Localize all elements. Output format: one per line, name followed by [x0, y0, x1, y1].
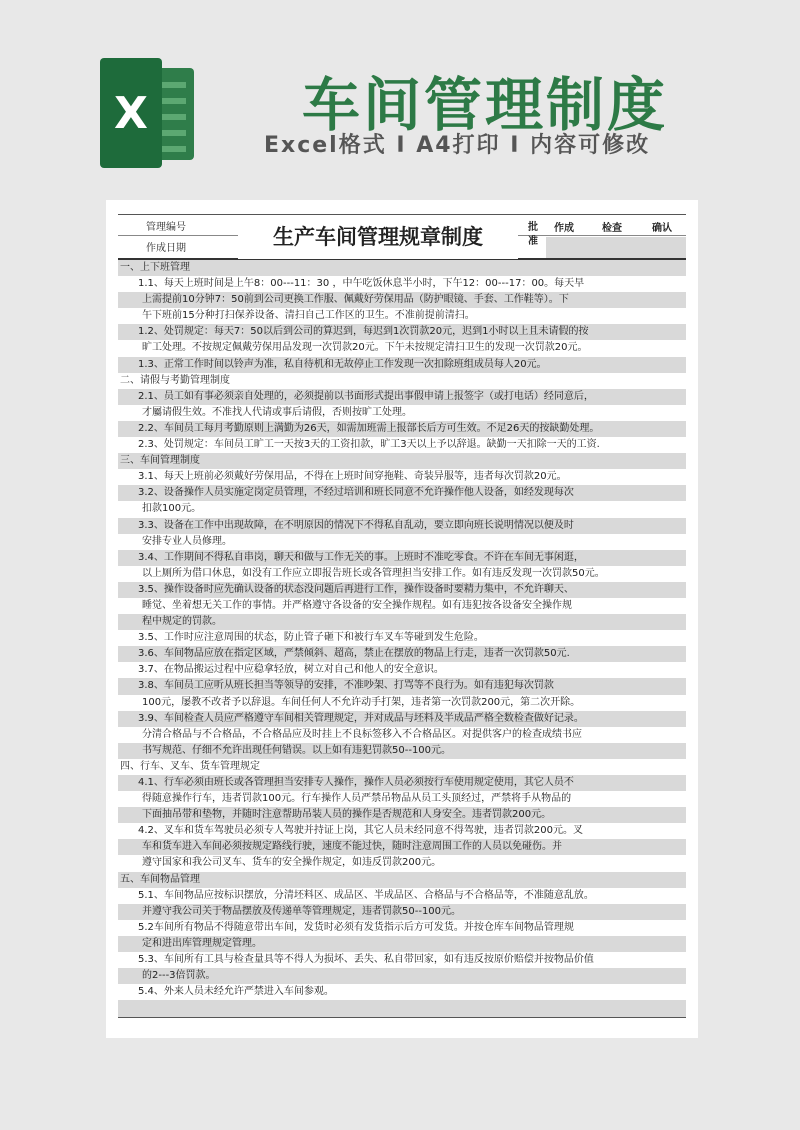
- rule-line: 并遵守我公司关于物品摆放及传递单等管理规定，违者罚款50--100元。: [118, 904, 686, 920]
- document-title: 生产车间管理规章制度: [238, 217, 518, 259]
- label-approve: 批准: [528, 222, 538, 247]
- rule-line: 3.7、在物品搬运过程中应稳拿轻放，树立对自己和他人的安全意识。: [138, 664, 444, 676]
- rule-line: 才屬请假生效。不准找人代请或事后请假，否则按旷工处理。: [142, 406, 412, 418]
- rule-line: 睡觉、坐着想无关工作的事情。并严格遵守各设备的安全操作规程。如有违犯按各设备安全操作规: [142, 599, 572, 611]
- document: [118, 214, 686, 1018]
- banner-title: 车间管理制度: [302, 71, 669, 139]
- label-management-no: 管理编号: [146, 222, 186, 233]
- rule-line: 上需提前10分钟7：50前到公司更换工作服、佩戴好劳保用品（防护眼镜、手套、工作鞋等）。下: [118, 292, 686, 308]
- rule-line: 5.3、车间所有工具与检查量具等不得人为损坏、丢失、私自带回家，如有违反按原价赔偿并按物品价值: [138, 954, 594, 966]
- rule-line: 1.1、每天上班时间是上午8：00---11：30 ，中午吃饭休息半小时，下午12：00---17：00。每天早: [138, 278, 585, 290]
- rule-line: 3.6、车间物品应放在指定区域，严禁倾斜、超高，禁止在摆放的物品上行走，违者一次罚款50元.: [118, 646, 686, 662]
- rule-line: 3.8、车间员工应听从班长担当等领导的安排，不准吵架、打骂等不良行为。如有违犯每次罚款: [118, 678, 686, 694]
- rule-line: 2.3、处罚规定：车间员工旷工一天按3天的工资扣款，旷工3天以上予以辞退。缺勤一天扣除一天的工资.: [138, 439, 600, 451]
- rule-line: 书写规范、仔细不允许出现任何错误。以上如有违犯罚款50--100元。: [118, 743, 686, 759]
- document-header: [118, 214, 686, 260]
- rule-line: 3.4、工作期间不得私自串岗，聊天和做与工作无关的事。上班时不准吃零食。不许在车间无事闲逛，: [118, 550, 686, 566]
- banner-subtitle: Excel格式 Ι A4打印 Ι 内容可修改: [264, 133, 651, 158]
- rule-line: 扣款100元。: [142, 503, 202, 515]
- excel-logo-icon: [100, 58, 194, 168]
- rule-line: 3.5、操作设备时应先确认设备的状态没问题后再进行工作，操作设备时要精力集中，不允许聊天、: [118, 582, 686, 598]
- rule-line: 分清合格品与不合格品，不合格品应及时挂上不良标签移入不合格品区。对提供客户的检查成绩书应: [142, 728, 582, 740]
- section-heading: 四、行车、叉车、货车管理规定: [120, 760, 260, 772]
- rule-line: 5.4、外来人员未经允许严禁进入车间参观。: [138, 986, 334, 998]
- rule-line: 的2---3倍罚款。: [118, 968, 686, 984]
- document-footer-row: [118, 1000, 686, 1018]
- rule-line: 程中规定的罚款。: [118, 614, 686, 630]
- rule-line: 旷工处理。不按规定佩戴劳保用品发现一次罚款20元。下午未按规定清扫卫生的发现一次罚款20元。: [142, 342, 588, 354]
- rule-line: 1.2、处罚规定：每天7：50以后到公司的算迟到，每迟到1次罚款20元，迟到1小时以上且未请假的按: [118, 324, 686, 340]
- section-heading: 二、请假与考勤管理制度: [120, 374, 230, 386]
- rule-line: 车和货车进入车间必须按规定路线行驶，速度不能过快，随时注意周围工作的人员以免碰伤。并: [118, 839, 686, 855]
- label-create-date: 作成日期: [146, 243, 186, 254]
- rule-line: 安排专业人员修理。: [142, 535, 232, 547]
- rule-line: 5.2车间所有物品不得随意带出车间，发货时必须有发货指示后方可发货。并按仓库车间物品管理规: [138, 921, 574, 933]
- rule-line: 3.9、车间检查人员应严格遵守车间相关管理规定，并对成品与坯料及半成品严格全数检查做好记录。: [118, 711, 686, 727]
- rule-line: 午下班前15分种打扫保养设备、清扫自己工作区的卫生。不准前提前清扫。: [142, 310, 475, 322]
- rule-line: 下面抽吊带和垫物，并随时注意帮助吊装人员的操作是否规范和人身安全。违者罚款200元。: [118, 807, 686, 823]
- rule-line: 3.3、设备在工作中出现故障，在不明原因的情况下不得私自乱动，要立即向班长说明情况以便及时: [118, 518, 686, 534]
- section-heading: 三、车间管理制度: [118, 453, 686, 469]
- rule-line: 100元，屡教不改者予以辞退。车间任何人不允许动手打架，违者第一次罚款200元，第二次开除。: [142, 696, 581, 708]
- document-body: [118, 260, 686, 1000]
- rule-line: 3.5、工作时应注意周围的状态，防止管子砸下和被行车叉车等碰到发生危险。: [138, 632, 484, 644]
- rule-line: 遵守国家和我公司叉车、货车的安全操作规定，如违反罚款200元。: [142, 857, 442, 869]
- section-heading: 五、车间物品管理: [118, 872, 686, 888]
- rule-line: 3.1、每天上班前必须戴好劳保用品，不得在上班时间穿拖鞋、奇装异服等，违者每次罚款20元。: [138, 471, 567, 483]
- rule-line: 5.1、车间物品应按标识摆放，分清坯料区、成品区、半成品区、合格品与不合格品等，不准随意乱放。: [138, 889, 594, 901]
- rule-line: 4.2、叉车和货车驾驶员必须专人驾驶并持证上岗，其它人员未经同意不得驾驶，违者罚款200元。叉: [138, 825, 583, 837]
- rule-line: 4.1、行车必须由班长或各管理担当安排专人操作，操作人员必须按行车使用规定使用，其它人员不: [118, 775, 686, 791]
- rule-line: 2.1、员工如有事必须亲自处理的，必须提前以书面形式提出事假申请上报签字（或打电话）经同意后，: [118, 389, 686, 405]
- section-heading: 一、上下班管理: [118, 260, 686, 276]
- rule-line: 3.2、设备操作人员实施定岗定员管理，不经过培训和班长同意不允许操作他人设备，如经发现每次: [118, 485, 686, 501]
- label-check: 检查: [602, 223, 622, 234]
- rule-line: 以上厕所为借口休息，如没有工作应立即报告班长或各管理担当安排工作。如有违反发现一次罚款50元。: [142, 567, 605, 579]
- excel-logo-letter: X: [100, 58, 162, 168]
- label-make: 作成: [554, 223, 574, 234]
- rule-line: 1.3、正常工作时间以铃声为准，私自待机和无故停止工作发现一次扣除班组成员每人20元。: [118, 357, 686, 373]
- label-confirm: 确认: [652, 223, 672, 234]
- rule-line: 得随意操作行车，违者罚款100元。行车操作人员严禁吊物品从员工头顶经过，严禁将手从物品的: [142, 793, 572, 805]
- rule-line: 2.2、车间员工每月考勤原则上满勤为26天，如需加班需上报部长后方可生效。不足26天的按缺勤处理。: [118, 421, 686, 437]
- banner: [0, 0, 800, 200]
- rule-line: 定和进出库管理规定管理。: [118, 936, 686, 952]
